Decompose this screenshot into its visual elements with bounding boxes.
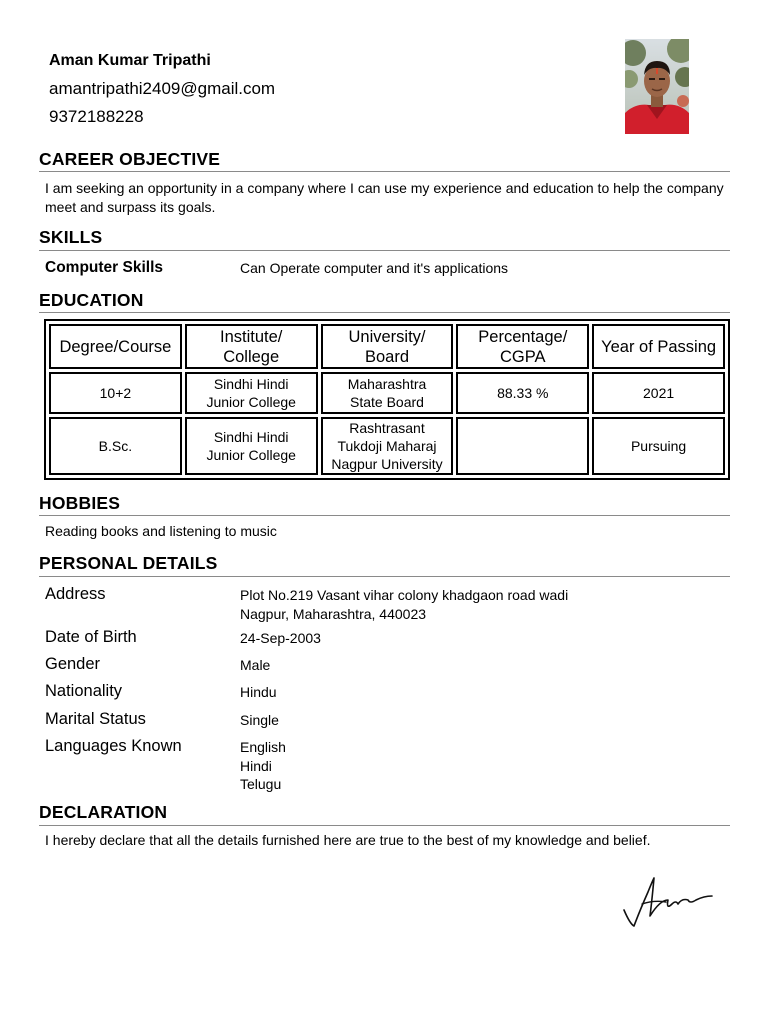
skill-value: Can Operate computer and it's applications — [240, 260, 509, 276]
education-heading: EDUCATION — [39, 290, 144, 310]
header-percentage: Percentage/ CGPA — [456, 324, 589, 369]
skill-label: Computer Skills — [45, 259, 163, 276]
section-divider — [39, 825, 730, 826]
cell-degree: 10+2 — [49, 372, 182, 413]
section-divider — [39, 515, 730, 516]
hobbies-heading: HOBBIES — [39, 493, 121, 513]
profile-photo-image — [625, 39, 689, 134]
dob-value: 24-Sep-2003 — [240, 630, 321, 646]
section-divider — [39, 312, 730, 313]
cell-degree: B.Sc. — [49, 417, 182, 475]
marital-status-value: Single — [240, 712, 279, 728]
profile-photo — [625, 39, 689, 134]
dob-label: Date of Birth — [45, 628, 137, 646]
header-university: University/ Board — [321, 324, 454, 369]
declaration-heading: DECLARATION — [39, 802, 168, 822]
personal-details-heading: PERSONAL DETAILS — [39, 553, 218, 573]
languages-label: Languages Known — [45, 737, 182, 755]
signature-icon — [620, 870, 720, 930]
candidate-phone: 9372188228 — [49, 107, 144, 126]
address-value: Plot No.219 Vasant vihar colony khadgaon road wadi Nagpur, Maharashtra, 440023 — [240, 587, 569, 622]
cell-year: Pursuing — [592, 417, 725, 475]
career-objective-heading: CAREER OBJECTIVE — [39, 149, 221, 169]
skills-heading: SKILLS — [39, 227, 103, 247]
nationality-value: Hindu — [240, 684, 277, 700]
cell-institute: Sindhi Hindi Junior College — [185, 372, 318, 413]
candidate-email: amantripathi2409@gmail.com — [49, 79, 276, 98]
header-degree: Degree/Course — [49, 324, 182, 369]
header-institute: Institute/ College — [185, 324, 318, 369]
cell-year: 2021 — [592, 372, 725, 413]
cell-institute: Sindhi Hindi Junior College — [185, 417, 318, 475]
table-row — [49, 372, 725, 413]
address-label: Address — [45, 585, 106, 603]
cell-university: Rashtrasant Tukdoji Maharaj Nagpur University — [321, 417, 454, 475]
education-table — [44, 319, 730, 480]
hobbies-text: Reading books and listening to music — [45, 523, 277, 539]
nationality-label: Nationality — [45, 682, 123, 700]
cell-percentage — [456, 417, 589, 475]
table-row — [49, 417, 725, 475]
career-objective-text: I am seeking an opportunity in a company where I can use my experience and education to help the company meet and surpass its goals. — [45, 180, 724, 215]
section-divider — [39, 171, 730, 172]
candidate-name: Aman Kumar Tripathi — [49, 52, 211, 69]
marital-status-label: Marital Status — [45, 710, 146, 728]
section-divider — [39, 576, 730, 577]
declaration-text: I hereby declare that all the details furnished here are true to the best of my knowledge and belief. — [45, 832, 651, 848]
header-year: Year of Passing — [592, 324, 725, 369]
gender-label: Gender — [45, 655, 101, 673]
cell-university: Maharashtra State Board — [321, 372, 454, 413]
gender-value: Male — [240, 657, 271, 673]
section-divider — [39, 250, 730, 251]
education-table-header — [49, 324, 725, 369]
cell-percentage: 88.33 % — [456, 372, 589, 413]
signature — [620, 870, 720, 930]
languages-value: English Hindi Telugu — [240, 739, 286, 792]
